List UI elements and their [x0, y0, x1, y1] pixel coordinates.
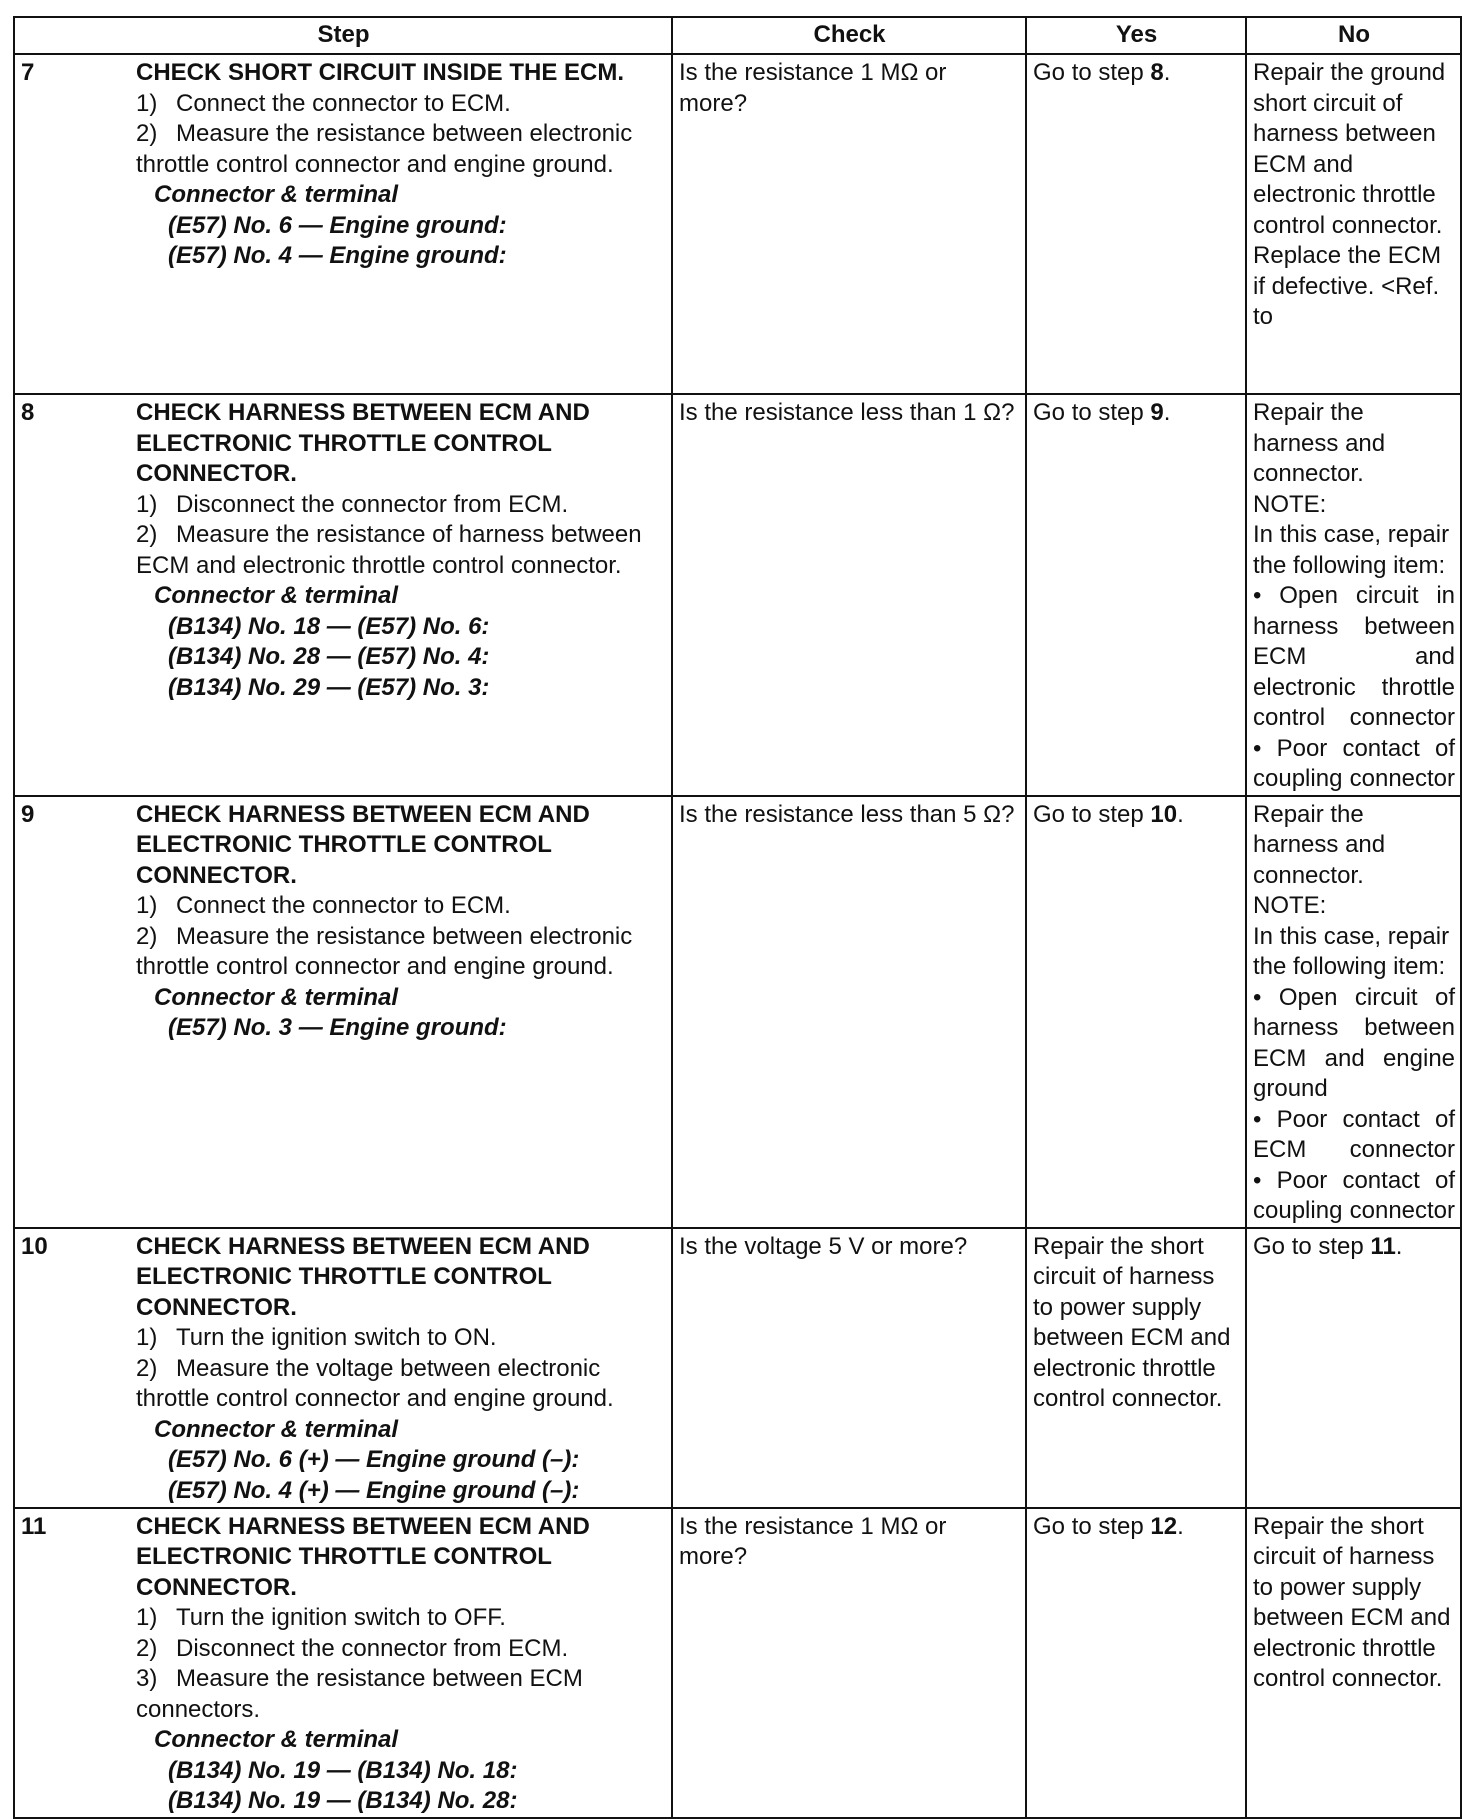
procedure-text: Measure the voltage between electronic throttle control connector and engine ground. — [136, 1354, 614, 1412]
step-number: 7 — [14, 54, 130, 394]
yes-prefix: Go to step — [1033, 1512, 1151, 1540]
step-description — [130, 394, 672, 796]
step-description — [130, 796, 672, 1228]
no-cell — [1246, 394, 1461, 796]
step-number: 8 — [14, 394, 130, 796]
table-row — [14, 1508, 1461, 1818]
procedure-text: Measure the resistance between ECM connectors. — [136, 1665, 583, 1723]
note-item: • Open circuit of harness between ECM and engine ground — [1253, 983, 1456, 1102]
terminal-spec: (B134) No. 19 — (B134) No. 18: — [168, 1756, 518, 1784]
step-number: 10 — [14, 1228, 130, 1508]
table-row — [14, 394, 1461, 796]
connector-terminal-label: Connector & terminal — [154, 582, 399, 609]
procedure-line — [136, 1603, 666, 1634]
procedure-line — [136, 1354, 666, 1415]
no-prefix: Go to step — [1253, 1232, 1371, 1260]
step-number: 11 — [14, 1508, 130, 1818]
procedure-line — [136, 490, 666, 521]
yes-prefix: Go to step — [1033, 399, 1151, 426]
no-suffix: . — [1395, 1232, 1403, 1260]
procedure-index: 2) — [136, 120, 158, 147]
yes-step-ref: 9 — [1150, 399, 1164, 426]
yes-cell — [1026, 1508, 1246, 1818]
yes-suffix: . — [1177, 800, 1184, 828]
procedure-index: 3) — [136, 1665, 158, 1692]
note-text: In this case, repair the following item: — [1253, 922, 1450, 980]
procedure-line — [136, 922, 666, 983]
check-cell: Is the resistance 1 MΩ or more? — [672, 54, 1026, 394]
connector-terminal-label: Connector & terminal — [154, 181, 399, 208]
procedure-index: 1) — [136, 892, 158, 919]
no-cell — [1246, 796, 1461, 1228]
procedure-text: Disconnect the connector from ECM. — [176, 490, 569, 518]
procedure-text: Turn the ignition switch to OFF. — [176, 1604, 506, 1631]
table-row — [14, 54, 1461, 394]
check-cell: Is the resistance less than 5 Ω? — [672, 796, 1026, 1228]
connector-terminal-label: Connector & terminal — [154, 1415, 399, 1443]
connector-terminal-label: Connector & terminal — [154, 983, 399, 1011]
step-title: CHECK HARNESS BETWEEN ECM AND ELECTRONIC THROTTLE CONTROL CONNECTOR. — [136, 399, 590, 487]
yes-step-ref: 10 — [1150, 800, 1178, 828]
procedure-line — [136, 520, 666, 581]
yes-step-ref: 12 — [1150, 1512, 1178, 1540]
no-step-ref: 11 — [1370, 1232, 1396, 1260]
procedure-text: Connect the connector to ECM. — [176, 892, 511, 919]
yes-suffix: . — [1163, 399, 1171, 426]
procedure-line — [136, 1634, 666, 1665]
yes-prefix: Go to step — [1033, 59, 1151, 86]
terminal-spec: (B134) No. 28 — (E57) No. 4: — [168, 643, 490, 670]
procedure-text: Connect the connector to ECM. — [176, 89, 511, 117]
terminal-spec: (B134) No. 19 — (B134) No. 28: — [168, 1787, 518, 1814]
procedure-index: 1) — [136, 1604, 158, 1631]
check-cell: Is the resistance 1 MΩ or more? — [672, 1508, 1026, 1818]
terminal-spec: (E57) No. 4 (+) — Engine ground (–): — [168, 1476, 580, 1504]
yes-text: Repair the short circuit of harness to power supply between ECM and electronic throttle control connector. — [1033, 1232, 1231, 1412]
yes-cell — [1026, 1228, 1246, 1508]
diagnostic-table — [13, 16, 1462, 1819]
check-cell: Is the voltage 5 V or more? — [672, 1228, 1026, 1508]
step-description — [130, 54, 672, 394]
step-title: CHECK HARNESS BETWEEN ECM AND ELECTRONIC THROTTLE CONTROL CONNECTOR. — [136, 800, 590, 889]
yes-cell — [1026, 796, 1246, 1228]
procedure-index: 2) — [136, 1634, 158, 1662]
procedure-line — [136, 1664, 666, 1725]
procedure-index: 1) — [136, 1324, 158, 1351]
step-title: CHECK SHORT CIRCUIT INSIDE THE ECM. — [136, 59, 625, 86]
procedure-text: Turn the ignition switch to ON. — [176, 1324, 497, 1351]
yes-cell — [1026, 394, 1246, 796]
procedure-line — [136, 119, 666, 180]
yes-cell — [1026, 54, 1246, 394]
procedure-text: Measure the resistance of harness between ECM and electronic throttle control connector. — [136, 521, 642, 579]
terminal-spec: (E57) No. 6 — Engine ground: — [168, 211, 507, 239]
terminal-spec: (B134) No. 18 — (E57) No. 6: — [168, 612, 490, 640]
note-label: NOTE: — [1253, 892, 1327, 919]
no-intro: Repair the harness and connector. — [1253, 800, 1386, 889]
no-text: Repair the ground short circuit of harness between ECM and electronic throttle control connector. Replace the ECM if defective. <Ref. to — [1253, 59, 1446, 330]
procedure-line — [136, 891, 666, 922]
header-no: No — [1246, 17, 1461, 54]
procedure-text: Disconnect the connector from ECM. — [176, 1634, 569, 1662]
step-title: CHECK HARNESS BETWEEN ECM AND ELECTRONIC THROTTLE CONTROL CONNECTOR. — [136, 1232, 590, 1321]
step-description — [130, 1508, 672, 1818]
table-row — [14, 1228, 1461, 1508]
no-text: Repair the short circuit of harness to power supply between ECM and electronic throttle control connector. — [1253, 1512, 1451, 1692]
yes-prefix: Go to step — [1033, 800, 1151, 828]
header-check: Check — [672, 17, 1026, 54]
terminal-spec: (E57) No. 4 — Engine ground: — [168, 242, 507, 269]
note-text: In this case, repair the following item: — [1253, 521, 1450, 579]
yes-suffix: . — [1177, 1512, 1184, 1540]
procedure-line — [136, 1323, 666, 1354]
no-intro: Repair the harness and connector. — [1253, 399, 1386, 487]
table-row — [14, 796, 1461, 1228]
procedure-line — [136, 89, 666, 120]
note-label: NOTE: — [1253, 490, 1327, 518]
procedure-text: Measure the resistance between electronic throttle control connector and engine ground. — [136, 922, 633, 980]
no-cell — [1246, 54, 1461, 394]
terminal-spec: (B134) No. 29 — (E57) No. 3: — [168, 673, 490, 701]
connector-terminal-label: Connector & terminal — [154, 1726, 399, 1753]
note-item: • Poor contact of ECM connector — [1253, 1105, 1456, 1163]
step-number: 9 — [14, 796, 130, 1228]
procedure-index: 2) — [136, 1354, 158, 1382]
note-item: • Poor contact of coupling connector — [1253, 734, 1456, 792]
diagnostic-procedure-document — [13, 16, 1460, 1819]
terminal-spec: (E57) No. 6 (+) — Engine ground (–): — [168, 1446, 580, 1473]
check-cell: Is the resistance less than 1 Ω? — [672, 394, 1026, 796]
yes-suffix: . — [1163, 59, 1171, 86]
procedure-index: 1) — [136, 490, 158, 518]
note-item: • Open circuit in harness between ECM and electronic throttle control connector — [1253, 582, 1456, 731]
table-header-row — [14, 17, 1461, 54]
procedure-index: 1) — [136, 89, 158, 117]
note-item: • Poor contact of coupling connector — [1253, 1166, 1456, 1224]
step-description — [130, 1228, 672, 1508]
no-cell — [1246, 1228, 1461, 1508]
procedure-index: 2) — [136, 922, 158, 950]
procedure-text: Measure the resistance between electronic throttle control connector and engine ground. — [136, 120, 633, 178]
yes-step-ref: 8 — [1150, 59, 1164, 86]
header-step: Step — [14, 17, 672, 54]
step-title: CHECK HARNESS BETWEEN ECM AND ELECTRONIC THROTTLE CONTROL CONNECTOR. — [136, 1512, 590, 1601]
procedure-index: 2) — [136, 521, 158, 548]
header-yes: Yes — [1026, 17, 1246, 54]
terminal-spec: (E57) No. 3 — Engine ground: — [168, 1014, 507, 1041]
no-cell — [1246, 1508, 1461, 1818]
